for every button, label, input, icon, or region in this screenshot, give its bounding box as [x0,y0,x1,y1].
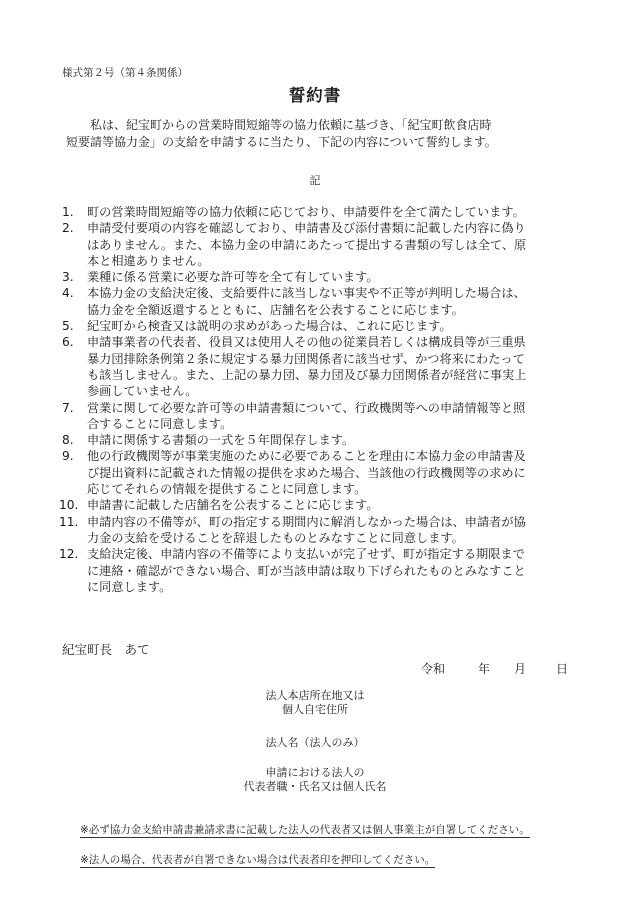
note-seal [80,852,435,867]
item-text: はありません。また、本協力金の申請にあたって提出する書類の写しは全て、原 [87,237,527,252]
item-text: 申請受付要項の内容を確認しており、申請書及び添付書類に記載した内容に偽り [87,221,526,236]
address-label-line-1: 法人本店所在地又は [265,689,365,702]
applicant-address-label [0,689,630,717]
note-text: ※必ず協力金支給申請書兼請求書に記載した法人の代表者又は個人事業主が自署してください。 [80,824,530,836]
pledge-item [62,318,582,334]
pledge-item [62,204,582,220]
date-year: 年 [478,662,491,676]
item-text: 支給決定後、申請内容の不備等により支払いが完了せず、町が指定する期限まで [87,547,525,562]
pledge-item [59,497,582,513]
pledge-item [62,285,582,318]
item-text: 紀宝町から検査又は説明の求めがあった場合は、これに応じます。 [87,319,452,334]
rep-label-line-1: 申請における法人の [265,766,365,779]
item-text: 申請事業者の代表者、役員又は使用人その他の従業員若しくは構成員等が三重県 [87,335,526,350]
item-text: 本と相違ありません。 [87,253,210,268]
applicant-representative-label [0,766,630,794]
intro-line-1: 私は、紀宝町からの営業時間短縮等の協力依頼に基づき、「紀宝町飲食店時 [90,118,492,132]
item-text: 営業に関して必要な許可等の申請書類について、行政機関等への申請情報等と照 [87,400,526,415]
item-number: 10. [59,498,79,513]
item-number: 4. [62,286,74,301]
item-number: 11. [59,514,79,529]
intro-paragraph [66,117,556,151]
item-text: 本協力金の支給決定後、支給要件に該当しない事実や不正等が判明した場合は、 [87,286,526,301]
date-era: 令和 [421,662,446,676]
document-title: 誓約書 [288,86,342,105]
item-number: 12. [59,547,79,562]
item-number: 2. [62,221,74,236]
item-text: 応じてそれらの情報を提供することに同意します。 [87,482,367,497]
pledge-item [59,514,582,547]
pledge-item [62,448,582,497]
pledge-item [59,546,582,595]
item-text: も該当しません。また、上記の暴力団、暴力団及び暴力団関係者が経営に事実上 [87,367,527,382]
date-day: 日 [556,662,569,676]
pledge-item [62,220,582,269]
pledge-item [62,432,582,448]
item-text: 暴力団排除条例第２条に規定する暴力団関係者に該当せず、かつ将来にわたって [87,351,525,366]
item-text: 参画していません。 [87,384,198,399]
item-number: 1. [62,205,74,219]
item-number: 6. [62,335,74,350]
note-signature [80,822,530,837]
rep-label-line-2: 代表者職・氏名又は個人氏名 [243,780,387,793]
item-text: 申請に関係する書類の一式を５年間保存します。 [87,433,355,448]
pledge-item [62,269,582,285]
item-text: 協力金を全額返還するとともに、店舗名を公表することに応じます。 [87,302,464,317]
addressee: 紀宝町長 あて [62,642,150,657]
item-number: 7. [62,400,74,415]
pledge-list [59,204,582,595]
date-month: 月 [514,662,527,676]
item-text: 申請書に記載した店舗名を公表することに応じます。 [87,498,379,513]
pledge-item [62,400,582,433]
intro-line-2: 短要請等協力金」の支給を申請するに当たり、下記の内容について誓約します。 [66,135,497,149]
item-number: 5. [62,319,74,334]
item-number: 3. [62,270,74,285]
form-number: 様式第２号（第４条関係） [62,67,188,79]
item-text: 力金の支給を受けることを辞退したものとみなすことに同意します。 [87,530,464,545]
item-text: 申請内容の不備等が、町の指定する期間内に解消しなかった場合は、申請者が協 [87,514,526,529]
item-text: に連絡・確認ができない場合、町が当該申請は取り下げられたものとみなすこと [87,563,526,578]
ki-label: 記 [309,174,321,187]
note-text: ※法人の場合、代表者が自署できない場合は代表者印を押印してください。 [80,854,436,866]
item-text: 合することに同意します。 [87,416,233,431]
address-label-line-2: 個人自宅住所 [282,703,348,716]
item-number: 8. [62,433,74,448]
item-text: び提出資料に記載された情報の提供を求めた場合、当該他の行政機関等の求めに [87,465,526,480]
item-text: 町の営業時間短縮等の協力依頼に応じており、申請要件を全て満たしています。 [87,205,525,219]
item-number: 9. [62,449,74,464]
item-text: 業種に係る営業に必要な許可等を全て有しています。 [87,270,379,285]
item-text: 他の行政機関等が事業実施のために必要であることを理由に本協力金の申請書及 [87,449,526,464]
pledge-item [62,334,582,399]
applicant-name-label: 法人名（法人のみ） [265,736,365,749]
item-text: に同意します。 [87,579,172,594]
